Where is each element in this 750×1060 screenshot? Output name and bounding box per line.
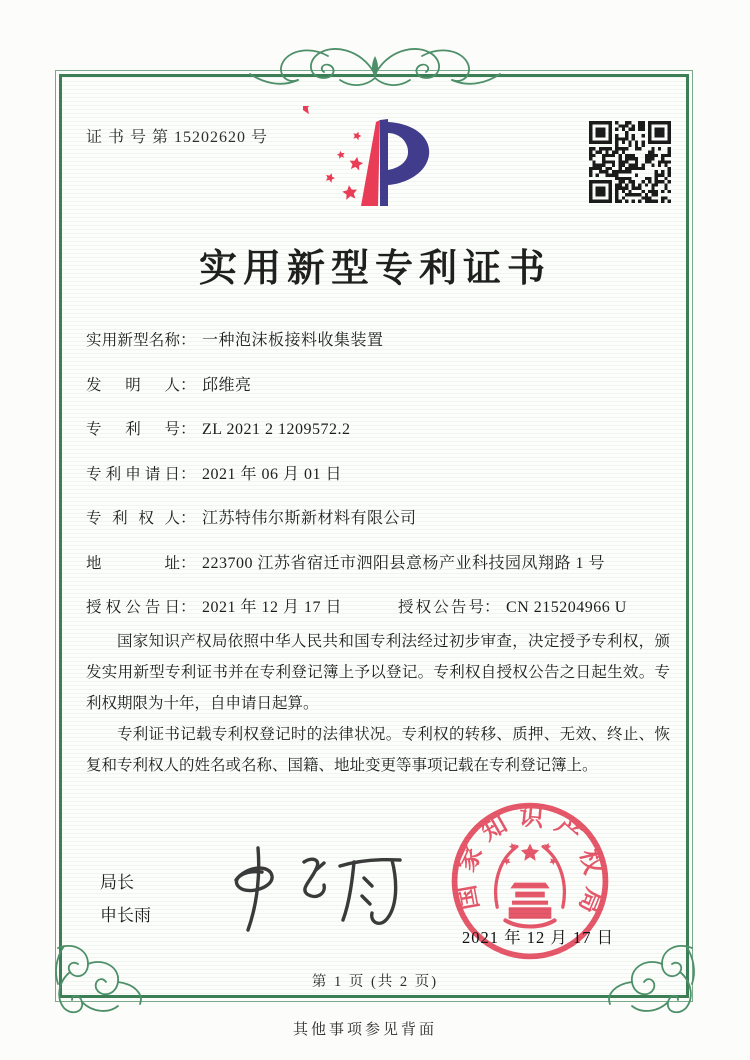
field-value: ZL 2021 2 1209572.2 (202, 421, 351, 438)
certificate-title: 实用新型专利证书 (198, 248, 551, 290)
field-row-name: 实用新型名称： 一种泡沫板接料收集装置 (86, 327, 672, 372)
page-number: 第 1 页 (共 2 页) (311, 974, 439, 990)
back-side-note: 其他事项参见背面 (292, 1022, 437, 1038)
field-row-filing-date: 专利申请日： 2021 年 06 月 01 日 (86, 461, 672, 506)
commissioner-block (100, 866, 151, 932)
field-value: 一种泡沫板接料收集装置 (202, 332, 384, 349)
field-row-grant: 授权公告日： 2021 年 12 月 17 日 授权公告号： CN 215204966 U (86, 594, 672, 639)
field-row-patentee: 专利权人： 江苏特伟尔斯新材料有限公司 (86, 505, 672, 550)
field-row-address: 地址： 223700 江苏省宿迁市泗阳县意杨产业科技园凤翔路 1 号 (86, 550, 672, 595)
cnipa-logo-icon (303, 106, 458, 210)
legal-paragraph-2: 专利证书记载专利权登记时的法律状况。专利权的转移、质押、无效、终止、恢复和专利权人的姓名或名称、国籍、地址变更等事项记载在专利登记簿上。 (86, 726, 670, 774)
legal-paragraph-1: 国家知识产权局依照中华人民共和国专利法经过初步审查，决定授予专利权，颁发实用新型专利证书并在专利登记簿上予以登记。专利权自授权公告之日起生效。专利权期限为十年，自申请日起算。 (86, 633, 670, 712)
field-row-patent-number: 专利号： ZL 2021 2 1209572.2 (86, 416, 672, 461)
field-label: 实用新型名称 (86, 332, 180, 349)
field-row-inventor: 发明人： 邱维亮 (86, 372, 672, 417)
field-label: 专利申请日 (86, 465, 180, 483)
field-label: 发明人 (86, 376, 180, 394)
seal-org-text: 国家知识产权局 (451, 803, 609, 927)
field-value: CN 215204966 U (506, 599, 627, 616)
issue-date: 2021 年 12 月 17 日 (462, 928, 615, 947)
commissioner-title: 局长 (100, 873, 134, 892)
field-value: 2021 年 06 月 01 日 (202, 465, 343, 483)
qr-code-icon (589, 121, 671, 203)
field-value: 223700 江苏省宿迁市泗阳县意杨产业科技园凤翔路 1 号 (202, 554, 606, 572)
legal-text (86, 626, 670, 781)
field-label: 专利权人 (86, 510, 180, 527)
commissioner-name: 申长雨 (100, 906, 151, 925)
field-label: 专利号 (86, 421, 180, 438)
field-label: 授权公告日 (86, 599, 180, 616)
field-value: 邱维亮 (202, 376, 252, 394)
certificate-number: 证 书 号 第 15202620 号 (86, 129, 269, 146)
field-label: 授权公告号 (398, 599, 485, 616)
field-list (86, 327, 672, 639)
field-label: 地址 (86, 554, 180, 572)
signature-shen-changyu-icon (212, 840, 407, 935)
field-value: 江苏特伟尔斯新材料有限公司 (202, 510, 417, 527)
field-value: 2021 年 12 月 17 日 (202, 599, 343, 616)
